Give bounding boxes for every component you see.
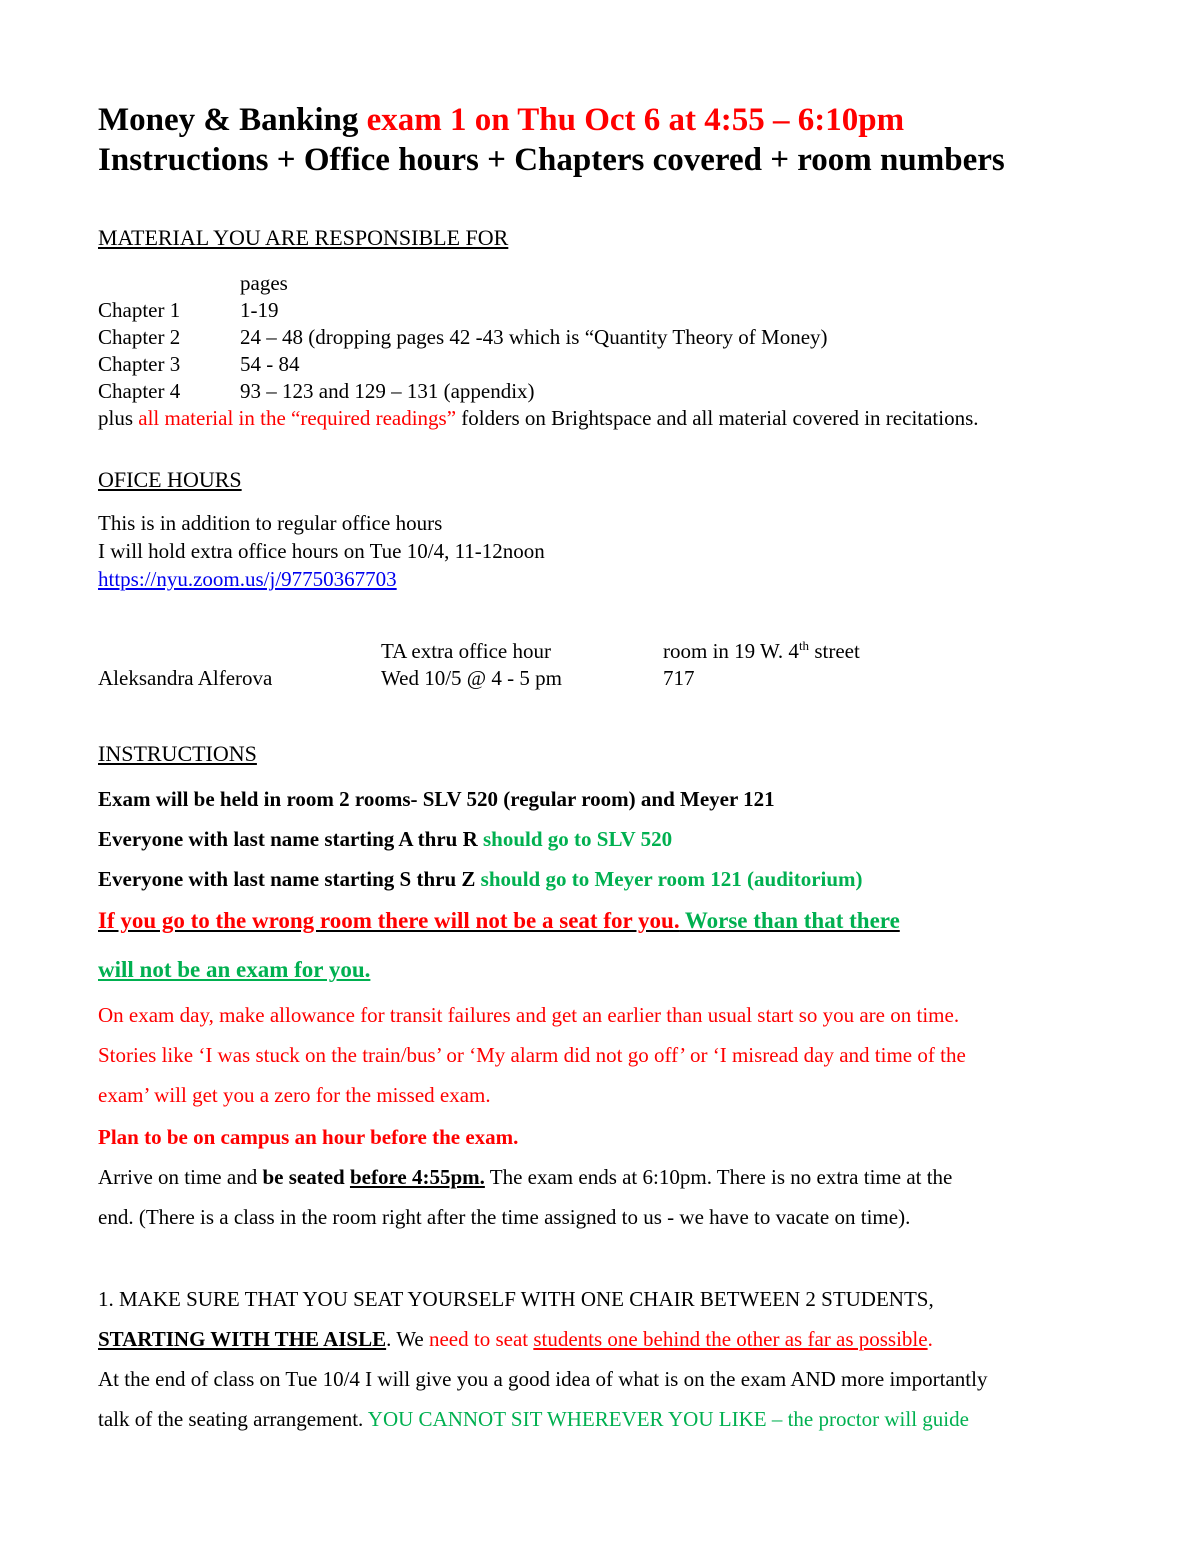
vacate-note: end. (There is a class in the room right after the time assigned to us - we have to vacate on time). (98, 1205, 911, 1229)
instruction-a-thru-r (98, 826, 672, 852)
seating-text: talk of the seating arrangement. (98, 1407, 368, 1431)
chapter-label: Chapter 4 (98, 379, 181, 403)
title-line-1 (98, 100, 904, 140)
zoom-link[interactable]: https://nyu.zoom.us/j/97750367703 (98, 567, 397, 591)
arrive-text: Arrive on time and (98, 1165, 263, 1189)
instructions-heading: INSTRUCTIONS (98, 741, 257, 766)
seating-rule: 1. MAKE SURE THAT YOU SEAT YOURSELF WITH ONE CHAIR BETWEEN 2 STUDENTS, (98, 1287, 934, 1311)
worse-than-text: Worse than that there (679, 908, 900, 933)
we-text: . We (386, 1327, 429, 1351)
title-course: Money & Banking (98, 102, 367, 138)
office-hours-heading: OFICE HOURS (98, 467, 242, 492)
extra-office-hours: I will hold extra office hours on Tue 10/4, 11-12noon (98, 539, 545, 563)
before-time-text: before 4:55pm. (349, 1165, 485, 1189)
room-header-street: street (809, 639, 860, 663)
chapter-pages: 24 – 48 (dropping pages 42 -43 which is “Quantity Theory of Money) (240, 325, 828, 349)
a-thru-r-text: Everyone with last name starting A thru R (98, 827, 483, 851)
no-exam-warning: will not be an exam for you. (98, 957, 371, 982)
room-header-text: room in 19 W. 4 (663, 639, 799, 663)
room-header-sup: th (798, 638, 810, 653)
wrong-room-text: If you go to the wrong room there will not be a seat for you. (98, 908, 680, 933)
wrong-room-warning (98, 908, 900, 934)
chapter-label: Chapter 3 (98, 352, 181, 376)
plan-campus: Plan to be on campus an hour before the exam. (98, 1125, 519, 1149)
starting-aisle-text: STARTING WITH THE AISLE (98, 1327, 387, 1351)
ta-room: 717 (663, 666, 695, 690)
stories-warning: Stories like ‘I was stuck on the train/bus’ or ‘My alarm did not go off’ or ‘I misread day and time of the (98, 1043, 966, 1067)
exam-ends-text: The exam ends at 6:10pm. There is no extra time at the (484, 1165, 953, 1189)
title-line-2: Instructions + Office hours + Chapters covered + room numbers (98, 142, 1005, 178)
meyer-121-text: should go to Meyer room 121 (auditorium) (480, 867, 863, 891)
instruction-s-thru-z (98, 866, 863, 892)
aisle-line (98, 1326, 933, 1352)
period-text: . (927, 1327, 933, 1351)
arrive-on-time (98, 1164, 952, 1190)
chapter-label: Chapter 2 (98, 325, 181, 349)
plus-readings-line (98, 405, 979, 431)
chapter-label: Chapter 1 (98, 298, 181, 322)
transit-allowance: On exam day, make allowance for transit failures and get an earlier than usual start so you are on time. (98, 1003, 960, 1027)
plus-text: plus (98, 406, 139, 430)
chapter-pages: 93 – 123 and 129 – 131 (appendix) (240, 379, 535, 403)
required-readings-text: all material in the “required readings” (138, 406, 457, 430)
instruction-rooms: Exam will be held in room 2 rooms- SLV 520 (regular room) and Meyer 121 (98, 787, 775, 811)
chapter-pages: 54 - 84 (240, 352, 300, 376)
one-behind-text: students one behind the other as far as possible (533, 1327, 928, 1351)
seating-arrangement (98, 1406, 969, 1432)
ta-time: Wed 10/5 @ 4 - 5 pm (381, 666, 562, 690)
slv-520-text: should go to SLV 520 (483, 827, 673, 851)
brightspace-text: folders on Brightspace and all material covered in recitations. (456, 406, 979, 430)
material-heading: MATERIAL YOU ARE RESPONSIBLE FOR (98, 225, 509, 250)
need-seat-text: need to seat (428, 1327, 534, 1351)
ta-name: Aleksandra Alferova (98, 666, 273, 690)
title-exam-date: exam 1 on Thu Oct 6 at 4:55 – 6:10pm (366, 102, 905, 138)
ta-hour-header: TA extra office hour (381, 639, 551, 663)
cannot-sit-text: YOU CANNOT SIT WHEREVER YOU LIKE – the proctor will guide (367, 1407, 969, 1431)
office-hours-note: This is in addition to regular office hours (98, 511, 443, 535)
room-header (663, 638, 860, 664)
chapter-pages: 1-19 (240, 298, 279, 322)
end-of-class-note: At the end of class on Tue 10/4 I will give you a good idea of what is on the exam AND more importantly (98, 1367, 988, 1391)
zero-warning: exam’ will get you a zero for the missed exam. (98, 1083, 491, 1107)
be-seated-text: be seated (262, 1165, 350, 1189)
s-thru-z-text: Everyone with last name starting S thru Z (98, 867, 481, 891)
pages-column-header: pages (240, 271, 288, 295)
